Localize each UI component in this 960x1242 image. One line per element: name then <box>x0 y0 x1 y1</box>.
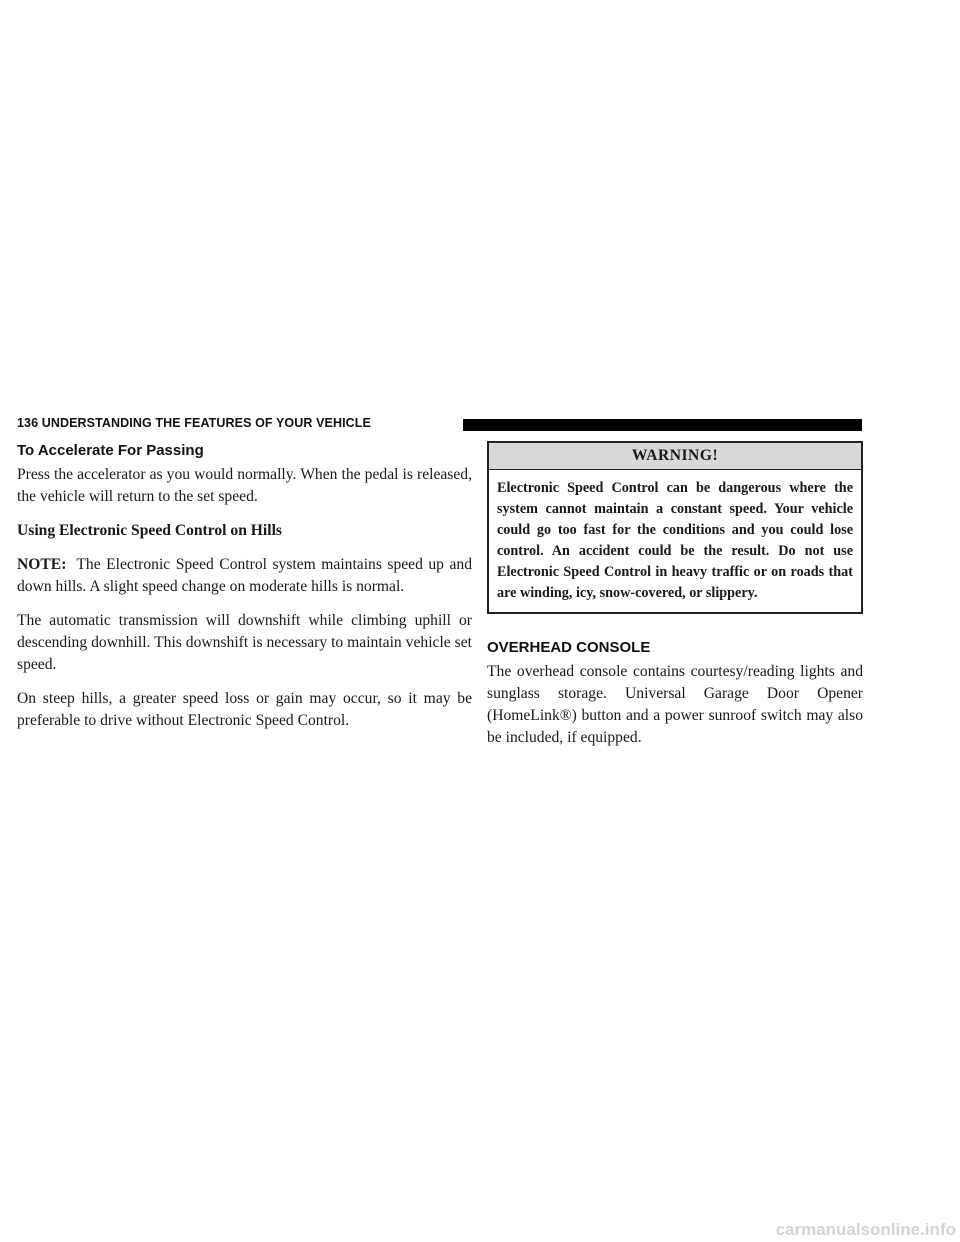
header-rule <box>463 419 862 431</box>
steep-hills-paragraph: On steep hills, a greater speed loss or gain may occur, so it may be preferable to drive without Electronic Speed Control. <box>17 690 472 729</box>
warning-title: WARNING! <box>489 443 861 470</box>
section-heading-passing: To Accelerate For Passing <box>17 442 204 459</box>
page-number: 136 <box>17 416 39 430</box>
warning-box <box>487 441 863 614</box>
passing-paragraph: Press the accelerator as you would normally. When the pedal is released, the vehicle will return to the set speed. <box>17 466 472 505</box>
note-paragraph <box>17 554 472 598</box>
page-header <box>17 415 862 435</box>
right-column <box>487 441 863 749</box>
warning-text: Electronic Speed Control can be dangerous where the system cannot maintain a constant speed. Your vehicle could go too fast for the conditions and you could lose control. An accident could be the result. Do not use Electronic Speed Control in heavy traffic or on roads that are winding, icy, snow-covered, or slippery. <box>497 480 853 601</box>
overhead-console-paragraph: The overhead console contains courtesy/reading lights and sunglass storage. Universal Garage Door Opener (HomeLink®) button and a power sunroof switch may also be included, if equipped. <box>487 663 863 746</box>
note-text: The Electronic Speed Control system maintains speed up and down hills. A slight speed change on moderate hills is normal. <box>17 556 472 595</box>
hills-subheading: Using Electronic Speed Control on Hills <box>17 522 282 539</box>
left-column <box>17 441 472 744</box>
section-heading-overhead-console: OVERHEAD CONSOLE <box>487 639 651 656</box>
note-label: NOTE: <box>17 556 67 573</box>
transmission-paragraph: The automatic transmission will downshift while climbing uphill or descending downhill. This downshift is necessary to maintain vehicle set speed. <box>17 612 472 673</box>
header-title: UNDERSTANDING THE FEATURES OF YOUR VEHICLE <box>41 416 371 430</box>
watermark: carmanualsonline.info <box>775 1220 956 1239</box>
header-text <box>17 416 371 430</box>
